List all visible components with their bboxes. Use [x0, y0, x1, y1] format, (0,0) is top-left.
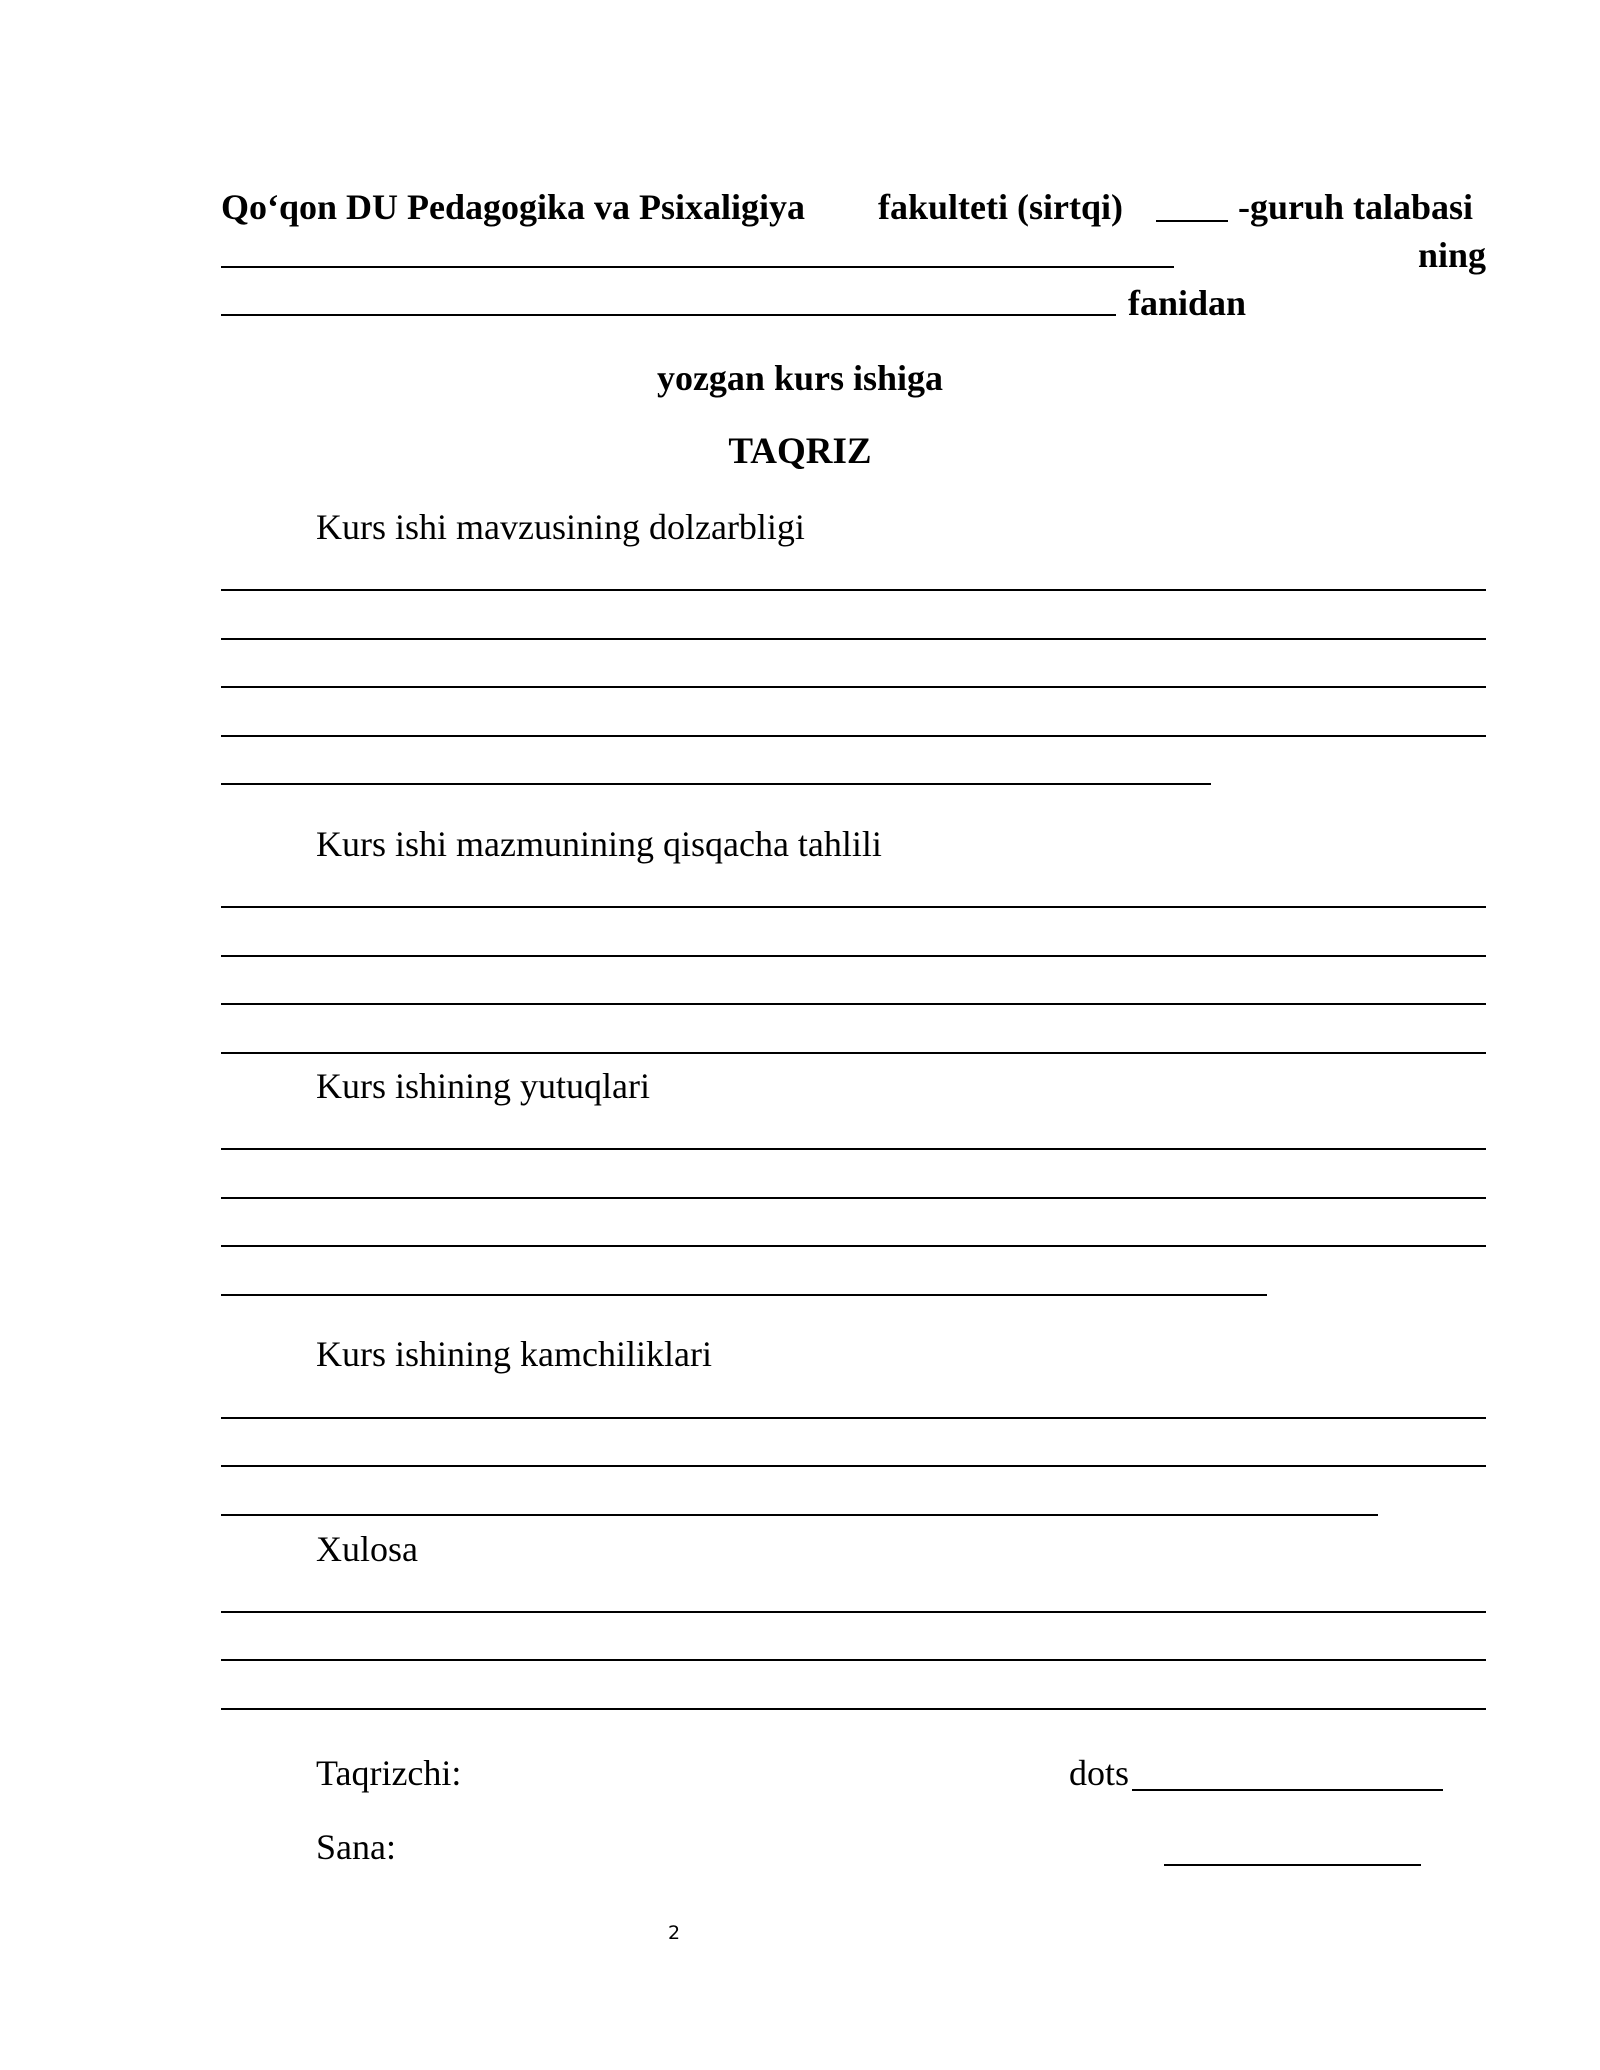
conclusion-line[interactable] [221, 1611, 1486, 1613]
conclusion-line[interactable] [221, 1659, 1486, 1661]
analysis-line[interactable] [221, 1003, 1486, 1005]
section-achievements-label: Kurs ishining yutuqlari [316, 1066, 650, 1106]
shortcomings-line[interactable] [221, 1465, 1486, 1467]
reviewer-name-line[interactable] [1132, 1789, 1443, 1791]
reviewer-title-label: dots [1069, 1753, 1130, 1793]
document-title: TAQRIZ [728, 431, 872, 472]
relevance-line[interactable] [221, 783, 1211, 785]
achievements-line[interactable] [221, 1148, 1486, 1150]
achievements-line[interactable] [221, 1197, 1486, 1199]
achievements-line[interactable] [221, 1245, 1486, 1247]
section-conclusion-label: Xulosa [316, 1529, 418, 1569]
header-group-student: -guruh talabasi [1238, 187, 1474, 227]
header-faculty-type: fakulteti (sirtqi) [878, 187, 1123, 227]
header-fanidan: fanidan [1128, 283, 1247, 323]
page-number: 2 [668, 1922, 681, 1944]
section-analysis-label: Kurs ishi mazmunining qisqacha tahlili [316, 824, 882, 864]
date-line[interactable] [1164, 1864, 1421, 1866]
date-label: Sana: [316, 1827, 396, 1867]
relevance-line[interactable] [221, 686, 1486, 688]
relevance-line[interactable] [221, 589, 1486, 591]
subject-name-blank[interactable] [221, 314, 1116, 316]
section-relevance-label: Kurs ishi mavzusining dolzarbligi [316, 507, 805, 547]
reviewer-label: Taqrizchi: [316, 1753, 462, 1793]
relevance-line[interactable] [221, 638, 1486, 640]
header-ning: ning [1418, 235, 1487, 275]
shortcomings-line[interactable] [221, 1514, 1378, 1516]
section-shortcomings-label: Kurs ishining kamchiliklari [316, 1334, 712, 1374]
analysis-line[interactable] [221, 906, 1486, 908]
header-faculty-text: Qo‘qon DU Pedagogika va Psixaligiya [221, 187, 806, 227]
student-name-blank[interactable] [221, 266, 1174, 268]
analysis-line[interactable] [221, 955, 1486, 957]
analysis-line[interactable] [221, 1052, 1486, 1054]
shortcomings-line[interactable] [221, 1417, 1486, 1419]
conclusion-line[interactable] [221, 1708, 1486, 1710]
achievements-line[interactable] [221, 1294, 1267, 1296]
document-subtitle: yozgan kurs ishiga [656, 358, 944, 398]
group-number-blank[interactable] [1156, 220, 1228, 222]
relevance-line[interactable] [221, 735, 1486, 737]
